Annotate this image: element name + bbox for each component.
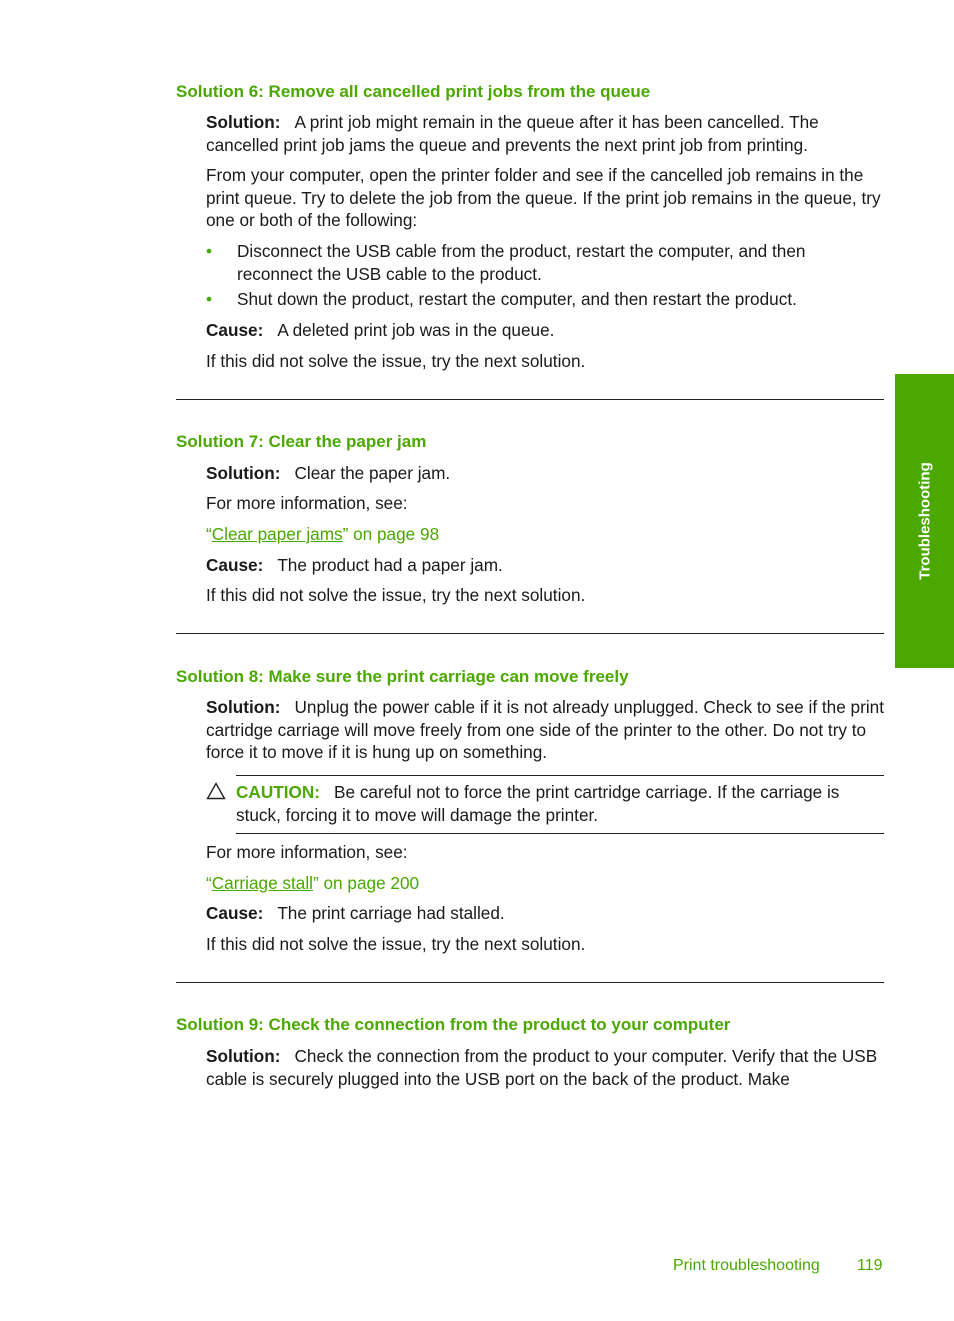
caution-note [236, 781, 886, 826]
link-open-quote: “ [206, 524, 212, 544]
solution-text: Check the connection from the product to your computer. Verify that the USB cable is securely plugged into the USB port on the back of the product. Make [206, 1046, 878, 1089]
solution-8-next: If this did not solve the issue, try the next solution. [206, 934, 586, 954]
solution-6-solution [206, 111, 886, 156]
solution-6-body: From your computer, open the printer folder and see if the cancelled job remains in the print queue. Try to delete the job from the queue. If the print job remains in the queue, try one or both of the following: [206, 165, 881, 230]
solution-8-more-info: For more information, see: [206, 842, 408, 862]
solution-label: Solution: [206, 1046, 281, 1066]
solution-6-next: If this did not solve the issue, try the next solution. [206, 351, 586, 371]
solution-9-solution [206, 1045, 886, 1090]
link-page-ref: ” on page 200 [313, 873, 420, 893]
troubleshooting-side-tab [895, 374, 954, 668]
solution-8-heading: Solution 8: Make sure the print carriage can move freely [176, 667, 629, 686]
solution-6-bullet-1: Disconnect the USB cable from the product, restart the computer, and then reconnect the USB cable to the product. [237, 241, 806, 284]
solution-6-bullet-2: Shut down the product, restart the computer, and then restart the product. [237, 289, 797, 309]
caution-bottom-rule [236, 833, 884, 834]
solution-8-cause [206, 902, 886, 925]
side-tab-label: Troubleshooting [916, 462, 933, 580]
carriage-stall-link[interactable] [206, 872, 886, 895]
caution-label: CAUTION: [236, 782, 321, 802]
solution-label: Solution: [206, 463, 281, 483]
solution-text: A print job might remain in the queue after it has been cancelled. The cancelled print job jams the queue and prevents the next print job from printing. [206, 112, 819, 155]
solution-label: Solution: [206, 112, 281, 132]
solution-8-solution [206, 696, 886, 764]
solution-9-heading: Solution 9: Check the connection from the product to your computer [176, 1015, 731, 1034]
section-divider [176, 633, 884, 634]
caution-text: Be careful not to force the print cartridge carriage. If the carriage is stuck, forcing it to move will damage the printer. [236, 782, 840, 825]
solution-6-heading: Solution 6: Remove all cancelled print jobs from the queue [176, 82, 651, 101]
solution-7-solution [206, 462, 886, 485]
section-divider [176, 982, 884, 983]
caution-triangle-icon [206, 782, 226, 800]
link-open-quote: “ [206, 873, 212, 893]
solution-7-cause [206, 554, 886, 577]
link-text[interactable]: Clear paper jams [211, 524, 343, 544]
link-text[interactable]: Carriage stall [211, 873, 313, 893]
solution-6-cause [206, 319, 886, 342]
footer-page-number: 119 [857, 1257, 883, 1274]
link-page-ref: ” on page 98 [342, 524, 440, 544]
cause-text: The print carriage had stalled. [277, 903, 505, 923]
solution-7-next: If this did not solve the issue, try the next solution. [206, 585, 586, 605]
cause-label: Cause: [206, 320, 264, 340]
cause-label: Cause: [206, 903, 264, 923]
solution-7-heading: Solution 7: Clear the paper jam [176, 432, 427, 451]
solution-text: Clear the paper jam. [294, 463, 451, 483]
bullet-icon: • [206, 289, 213, 309]
footer-section-title: Print troubleshooting [673, 1257, 820, 1274]
solution-7-more-info: For more information, see: [206, 493, 408, 513]
cause-text: A deleted print job was in the queue. [277, 320, 555, 340]
solution-label: Solution: [206, 697, 281, 717]
bullet-icon: • [206, 241, 213, 261]
caution-top-rule [236, 775, 884, 776]
section-divider [176, 399, 884, 400]
cause-text: The product had a paper jam. [277, 555, 503, 575]
solution-text: Unplug the power cable if it is not already unplugged. Check to see if the print cartridge carriage will move freely from one side of the printer to the other. Do not try to force it to move if it is hung up on something. [206, 697, 884, 762]
clear-paper-jams-link[interactable] [206, 523, 886, 546]
cause-label: Cause: [206, 555, 264, 575]
